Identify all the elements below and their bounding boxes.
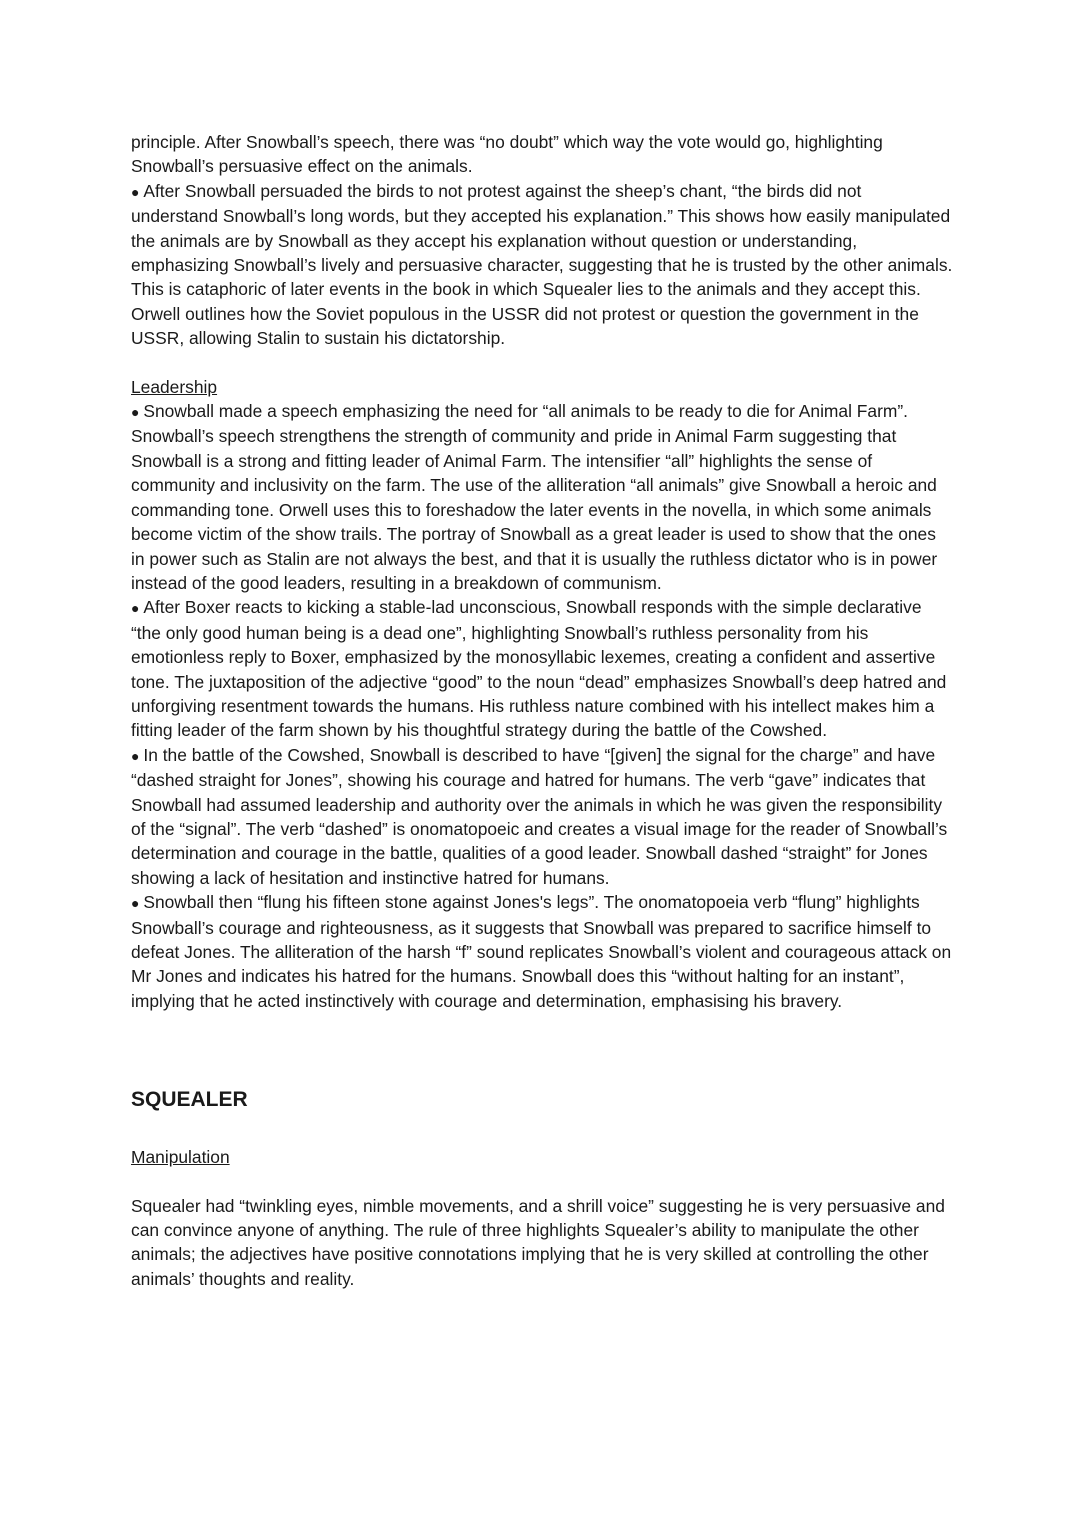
spacer bbox=[131, 1013, 953, 1087]
squealer-section-title: SQUEALER bbox=[131, 1088, 248, 1112]
leadership-bullet-1: ● Snowball made a speech emphasizing the need for “all animals to be ready to die for Animal Farm”. Snowball’s speech strengthens the strength of community and pride in Animal Farm suggesting that Snowball is a strong and fitting leader of Animal Farm. The intensifier “all” highlights the sense of community and inclusivity on the farm. The use of the alliteration “all animals” give Snowball a heroic and commanding tone. Orwell uses this to foreshadow the later events in the novella, in which some animals become victim of the show trails. The portray of Snowball as a great leader is used to show that the ones in power such as Stalin are not always the best, and that it is usually the ruthless dictator who is in power instead of the good leaders, resulting in a breakdown of communism. bbox=[131, 399, 953, 595]
intro-bullet: ● After Snowball persuaded the birds to not protest against the sheep’s chant, “the birds did not understand Snowball’s long words, but they accepted his explanation.” This shows how easily manipulated the animals are by Snowball as they accept his explanation without question or understanding, emphasizing Snowball’s lively and persuasive character, suggesting that he is trusted by the other animals. This is cataphoric of later events in the book in which Squealer lies to the animals and they accept this. Orwell outlines how the Soviet populous in the USSR did not protest or question the government in the USSR, allowing Stalin to sustain his dictatorship. bbox=[131, 179, 953, 351]
leadership-heading: Leadership bbox=[131, 376, 218, 397]
squealer-paragraph: Squealer had “twinkling eyes, nimble movements, and a shrill voice” suggesting he is very persuasive and can convince anyone of anything. The rule of three highlights Squealer’s ability to manipulate the other animals; the adjectives have positive connotations implying that he is very skilled at controlling the other animals’ thoughts and reality. bbox=[131, 1195, 945, 1289]
leadership-bullet-4: ● Snowball then “flung his fifteen stone against Jones's legs”. The onomatopoeia verb “flung” highlights Snowball’s courage and righteousness, as it suggests that Snowball was prepared to sacrifice himself to defeat Jones. The alliteration of the harsh “f” sound replicates Snowball’s violent and courageous attack on Mr Jones and indicates his hatred for the humans. Snowball does this “without halting for an instant”, implying that he acted instinctively with courage and determination, emphasising his bravery. bbox=[131, 890, 953, 1013]
intro-paragraph: principle. After Snowball’s speech, there was “no doubt” which way the vote would go, highlighting Snowball’s persuasive effect on the animals. bbox=[131, 132, 883, 177]
document-page bbox=[131, 130, 953, 1291]
spacer bbox=[131, 1170, 953, 1194]
leadership-bullet-2: ● After Boxer reacts to kicking a stable-lad unconscious, Snowball responds with the simple declarative “the only good human being is a dead one”, highlighting Snowball’s ruthless personality from his emotionless reply to Boxer, emphasized by the monosyllabic lexemes, creating a confident and assertive tone. The juxtaposition of the adjective “good” to the noun “dead” emphasizes Snowball’s deep hatred and unforgiving resentment towards the humans. His ruthless nature combined with his intellect makes him a fitting leader of the farm shown by his thoughtful strategy during the battle of the Cowshed. bbox=[131, 595, 953, 742]
leadership-bullet-3: ● In the battle of the Cowshed, Snowball is described to have “[given] the signal for the charge” and have “dashed straight for Jones”, showing his courage and hatred for humans. The verb “gave” indicates that Snowball had assumed leadership and authority over the animals in which he was given the responsibility of the “signal”. The verb “dashed” is onomatopoeic and creates a visual image for the reader of Snowball’s determination and courage in the battle, qualities of a good leader. Snowball dashed “straight” for Jones showing a lack of hesitation and instinctive hatred for humans. bbox=[131, 743, 953, 890]
manipulation-heading: Manipulation bbox=[131, 1147, 230, 1168]
spacer bbox=[131, 351, 953, 375]
spacer bbox=[131, 1113, 953, 1145]
